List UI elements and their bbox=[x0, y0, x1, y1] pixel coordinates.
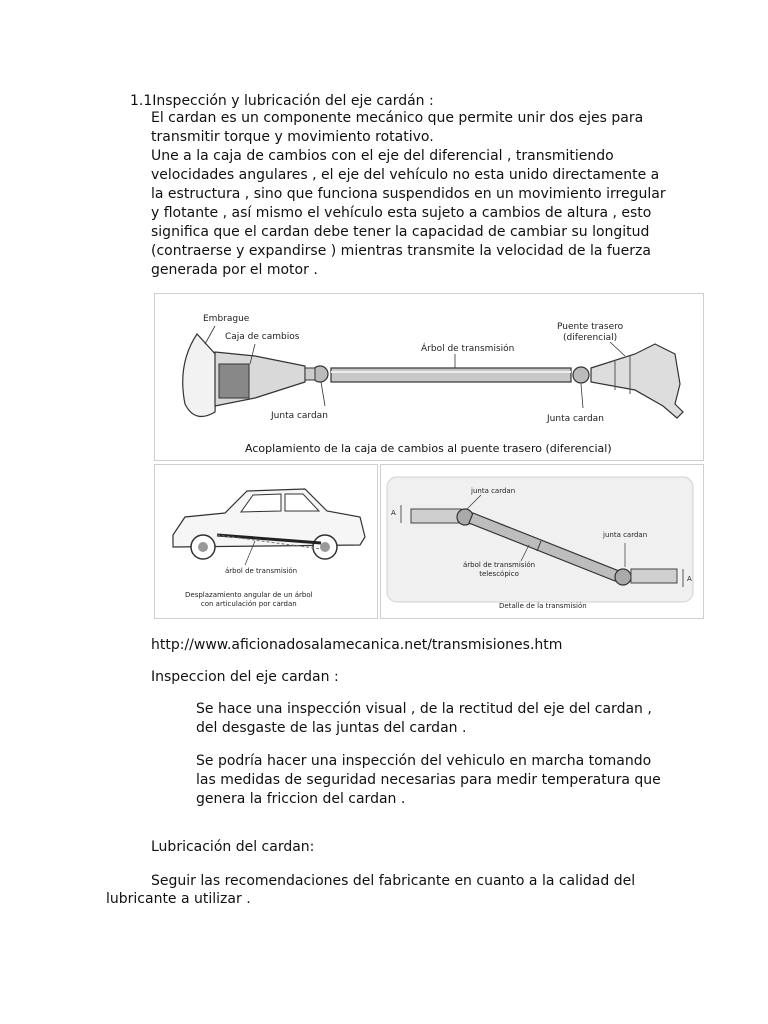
label-arbol-car: árbol de transmisión bbox=[225, 567, 298, 575]
label-caja-cambios: Caja de cambios bbox=[225, 332, 300, 342]
source-link[interactable]: http://www.aficionadosalamecanica.net/transmisiones.htm bbox=[151, 637, 563, 653]
inspection-paragraph-1 bbox=[196, 700, 652, 738]
intro-line: Une a la caja de cambios con el eje del diferencial , transmitiendo bbox=[151, 148, 614, 164]
intro-line: la estructura , sino que funciona suspendidos en un movimiento irregular bbox=[151, 186, 666, 202]
label-puente-trasero: Puente trasero (diferencial) bbox=[557, 322, 624, 343]
intro-line: y flotante , así mismo el vehículo esta sujeto a cambios de altura , esto bbox=[151, 205, 652, 221]
label-junta-left: Junta cardan bbox=[271, 411, 328, 421]
intro-line: (contraerse y expandirse ) mientras transmite la velocidad de la fuerza bbox=[151, 243, 651, 259]
inspection-line: Se podría hacer una inspección del vehiculo en marcha tomando bbox=[196, 753, 652, 769]
intro-line: significa que el cardan debe tener la capacidad de cambiar su longitud bbox=[151, 224, 650, 240]
intro-line: El cardan es un componente mecánico que permite unir dos ejes para bbox=[151, 110, 644, 126]
figure-car-caption: Desplazamiento angular de un árbol con articulación por cardan bbox=[185, 591, 313, 608]
figure-car bbox=[154, 464, 378, 619]
label-embrague: Embrague bbox=[203, 314, 250, 324]
intro-paragraph bbox=[151, 109, 666, 280]
inspection-paragraph-2 bbox=[196, 752, 661, 809]
label-arbol: Árbol de transmisión bbox=[421, 344, 515, 354]
figure-drive-shaft bbox=[154, 293, 704, 461]
inspection-line: las medidas de seguridad necesarias para medir temperatura que bbox=[196, 772, 661, 788]
figure-top-caption: Acoplamiento de la caja de cambios al puente trasero (diferencial) bbox=[245, 442, 612, 455]
label-junta-right: Junta cardan bbox=[547, 414, 604, 424]
intro-line: velocidades angulares , el eje del vehículo no esta unido directamente a bbox=[151, 167, 660, 183]
label-junta-top: junta cardan bbox=[471, 487, 516, 495]
inspection-line: genera la friccion del cardan . bbox=[196, 791, 406, 807]
inspection-heading: Inspeccion del eje cardan : bbox=[151, 669, 339, 685]
label-arbol-telescopico: árbol de transmisión telescópico bbox=[463, 561, 536, 578]
figure-telescopic-shaft bbox=[380, 464, 704, 619]
intro-line: generada por el motor . bbox=[151, 262, 318, 278]
marker-a-left: A bbox=[391, 509, 396, 517]
inspection-line: Se hace una inspección visual , de la rectitud del eje del cardan , bbox=[196, 701, 652, 717]
lubrication-line-2: lubricante a utilizar . bbox=[106, 891, 251, 907]
marker-a-right: A bbox=[687, 575, 692, 583]
figure-detail-caption: Detalle de la transmisión bbox=[499, 602, 587, 610]
lubrication-line-1: Seguir las recomendaciones del fabricante en cuanto a la calidad del bbox=[151, 873, 636, 889]
inspection-line: del desgaste de las juntas del cardan . bbox=[196, 720, 467, 736]
intro-line: transmitir torque y movimiento rotativo. bbox=[151, 129, 434, 145]
section-title: Inspección y lubricación del eje cardán : bbox=[152, 93, 434, 109]
telescopic-shaft-illustration bbox=[381, 465, 703, 618]
label-junta-right-detail: junta cardan bbox=[603, 531, 648, 539]
section-number: 1.1 bbox=[130, 93, 153, 109]
lubrication-heading: Lubricación del cardan: bbox=[151, 839, 315, 855]
